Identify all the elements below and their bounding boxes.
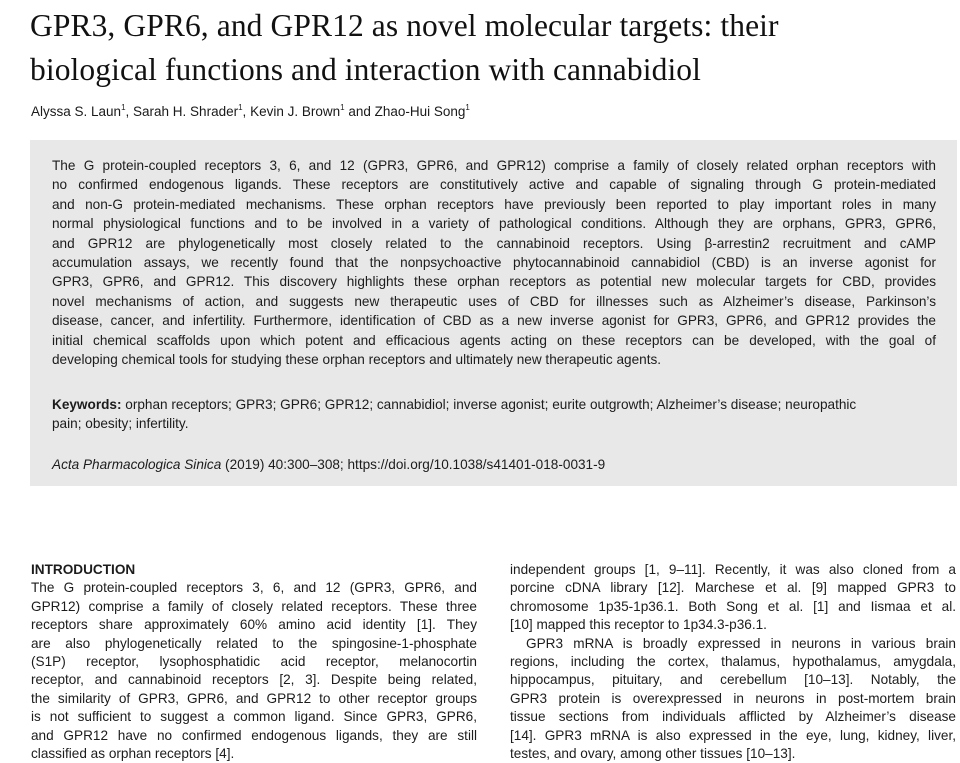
keywords-label: Keywords: <box>52 397 122 412</box>
body-line: chromosome 1p35-1p36.1. Both Song et al. [1] and Iismaa et al. <box>510 598 956 614</box>
body-line: [10] mapped this receptor to 1p34.3-p36.1. <box>510 617 767 633</box>
abstract-line: GPR3, GPR6, and GPR12. This discovery highlights these orphan receptors as potential new molecular targets for CBD, provides <box>52 274 936 290</box>
abstract-line: novel mechanisms of action, and suggests new therapeutic uses of CBD for illnesses such as Alzheimer’s disease, Parkinson’s <box>52 293 936 309</box>
keywords-line-1 <box>52 395 936 414</box>
body-line: GPR3 mRNA is broadly expressed in neurons in various brain <box>526 635 956 651</box>
abstract-text <box>52 156 936 369</box>
author-name: Sarah H. Shrader <box>133 104 239 119</box>
author-name: Kevin J. Brown <box>250 104 341 119</box>
abstract-line: no confirmed endogenous ligands. These receptors are constitutively active and capable of signaling through G protein-mediated <box>52 177 936 193</box>
body-line: the similarity of GPR3, GPR6, and GPR12 to other receptor groups <box>31 690 477 706</box>
abstract-line: normal physiological functions and to be involved in a variety of pathological conditions. Although they are orphans, GPR3, GPR6, <box>52 216 936 232</box>
citation-details: (2019) 40:300–308; https://doi.org/10.1038/s41401-018-0031-9 <box>225 457 606 472</box>
abstract-line: accumulation assays, we recently found that the nonpsychoactive phytocannabinoid cannabidiol (CBD) is an inverse agonist for <box>52 255 936 271</box>
title-line-2: biological functions and interaction with cannabidiol <box>30 52 701 87</box>
abstract-line: The G protein-coupled receptors 3, 6, and 12 (GPR3, GPR6, and GPR12) comprise a family of closely related orphan receptors with <box>52 158 936 173</box>
body-line: regions, including the cortex, thalamus, hypothalamus, amygdala, <box>510 654 956 670</box>
author-affiliation: 1 <box>238 103 243 112</box>
body-line: tissue sections from individuals afflicted by Alzheimer’s disease <box>510 709 956 725</box>
body-line: receptors share approximately 60% amino acid identity [1]. They <box>31 617 477 633</box>
body-column-right <box>510 561 956 763</box>
abstract-line: initial chemical scaffolds upon which potent and efficacious agents acting on these receptors can be developed, with the goal of <box>52 332 936 348</box>
author-list <box>31 103 931 121</box>
body-line: is not sufficient to suggest a common ligand. Since GPR3, GPR6, <box>31 709 477 725</box>
abstract-line: and non-G protein-mediated mechanisms. These orphan receptors have previously been reported to play important roles in many <box>52 196 936 212</box>
abstract-line: developing chemical tools for studying these orphan receptors and ultimately new therapeutic agents. <box>52 352 662 368</box>
body-line: The G protein-coupled receptors 3, 6, and 12 (GPR3, GPR6, and <box>31 580 477 596</box>
body-line: classified as orphan receptors [4]. <box>31 746 235 762</box>
body-line: testes, and ovary, among other tissues [10–13]. <box>510 746 796 762</box>
section-heading: INTRODUCTION <box>31 562 136 577</box>
keywords-line-2: pain; obesity; infertility. <box>52 416 189 432</box>
body-line: receptor, and cannabinoid receptors [2, 3]. Despite being related, <box>31 672 477 688</box>
author-separator: , <box>125 104 134 119</box>
body-line: are also phylogenetically related to the spingosine-1-phosphate <box>31 635 477 651</box>
author-affiliation: 1 <box>121 103 126 112</box>
body-line: GPR12) comprise a family of closely related receptors. These three <box>31 598 477 614</box>
author-name: Alyssa S. Laun <box>31 104 122 119</box>
body-line: hippocampus, pituitary, and cerebellum [10–13]. Notably, the <box>510 672 956 688</box>
body-line: (S1P) receptor, lysophosphatidic acid receptor, melanocortin <box>31 654 477 670</box>
abstract-line: disease, cancer, and infertility. Furthermore, identification of CBD as a new inverse agonist for GPR3, GPR6, and GPR12 provides the <box>52 313 936 329</box>
keywords-list: orphan receptors; GPR3; GPR6; GPR12; cannabidiol; inverse agonist; eurite outgrowth; Alzheimer’s disease; neuropathic <box>125 397 857 412</box>
body-line: [14]. GPR3 mRNA is also expressed in the eye, lung, kidney, liver, <box>510 727 956 743</box>
journal-name: Acta Pharmacologica Sinica <box>52 457 222 472</box>
abstract-box <box>30 140 957 486</box>
author-name: Zhao-Hui Song <box>374 104 466 119</box>
body-line: GPR3 protein is overexpressed in neurons in post-mortem brain <box>510 690 956 706</box>
citation <box>52 455 936 474</box>
author-affiliation: 1 <box>465 103 470 112</box>
keywords <box>52 395 936 434</box>
body-line: and GPR12 have no confirmed endogenous ligands, they are still <box>31 727 477 743</box>
body-line: porcine cDNA library [12]. Marchese et al. [9] mapped GPR3 to <box>510 580 956 596</box>
body-column-left <box>31 561 477 763</box>
author-separator: , <box>242 104 251 119</box>
body-line: independent groups [1, 9–11]. Recently, it was also cloned from a <box>510 562 956 577</box>
author-separator: and <box>344 104 375 119</box>
title-line-1: GPR3, GPR6, and GPR12 as novel molecular targets: their <box>30 8 779 43</box>
author-affiliation: 1 <box>340 103 345 112</box>
abstract-line: and GPR12 are phylogenetically most closely related to the cannabinoid receptors. Using β-arrestin2 recruitment and cAMP <box>52 235 936 251</box>
article-title <box>30 4 950 92</box>
